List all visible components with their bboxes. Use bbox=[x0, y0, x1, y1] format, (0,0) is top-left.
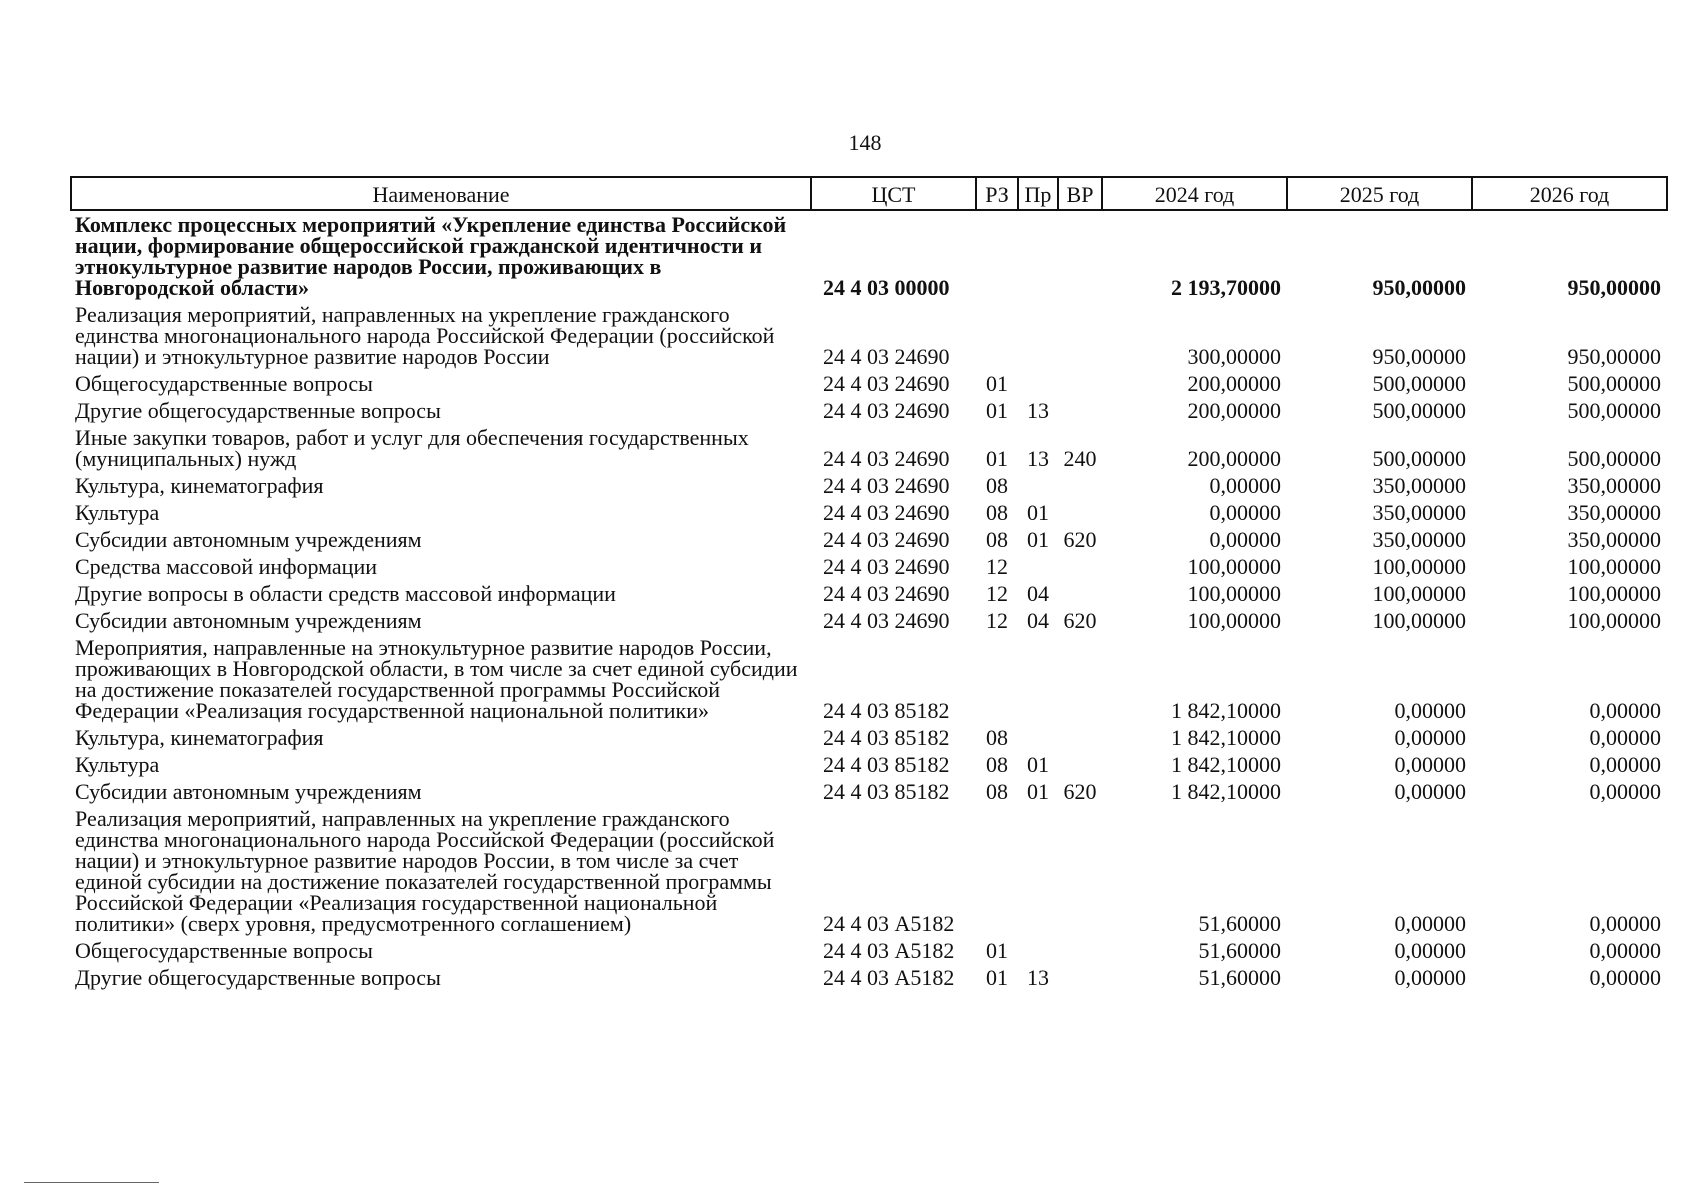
row-pr: 04 bbox=[1027, 608, 1049, 633]
row-rz bbox=[976, 805, 1018, 937]
row-value-2024: 300,00000 bbox=[1187, 344, 1281, 369]
header-2024: 2024 год bbox=[1102, 177, 1287, 210]
row-name: Реализация мероприятий, направленных на укрепление гражданского единства многонационального народа Российской Федерации (российской нации) и этнокультурное развитие народов России bbox=[75, 302, 775, 369]
row-cst: 24 4 03 А5182 bbox=[823, 938, 955, 963]
row-value-2024: 200,00000 bbox=[1187, 398, 1281, 423]
row-value-2024: 0,00000 bbox=[1209, 500, 1281, 525]
table-body bbox=[71, 210, 1667, 991]
row-cst: 24 4 03 24690 bbox=[823, 608, 950, 633]
row-name: Комплекс процессных мероприятий «Укрепление единства Российской нации, формирование общероссийской гражданской идентичности и этнокультурное развитие народов России, проживающих в Новгородской области» bbox=[75, 212, 787, 300]
row-rz: 08 bbox=[986, 779, 1008, 804]
row-name: Иные закупки товаров, работ и услуг для обеспечения государственных (муниципальных) нужд bbox=[75, 425, 749, 471]
table-row bbox=[71, 751, 1667, 778]
row-vr bbox=[1058, 499, 1102, 526]
row-cst: 24 4 03 24690 bbox=[823, 344, 950, 369]
row-value-2025: 0,00000 bbox=[1394, 911, 1466, 936]
row-value-2026: 0,00000 bbox=[1589, 938, 1661, 963]
row-pr bbox=[1018, 301, 1058, 370]
row-name: Культура bbox=[75, 752, 160, 777]
row-rz: 08 bbox=[986, 752, 1008, 777]
table-row bbox=[71, 553, 1667, 580]
row-value-2024: 1 842,10000 bbox=[1171, 779, 1281, 804]
row-name: Субсидии автономным учреждениям bbox=[75, 779, 422, 804]
row-rz bbox=[976, 634, 1018, 724]
row-value-2026: 0,00000 bbox=[1589, 725, 1661, 750]
header-rz: РЗ bbox=[976, 177, 1018, 210]
row-name: Реализация мероприятий, направленных на укрепление гражданского единства многонационального народа Российской Федерации (российской нации) и этнокультурное развитие народов России, в том числе за счет единой субсидии на достижение показателей государственной программы Российской Федерации «Реализация государственной национальной политики» (сверх уровня, предусмотренного соглашением) bbox=[75, 806, 775, 936]
table-row bbox=[71, 472, 1667, 499]
row-rz: 08 bbox=[986, 473, 1008, 498]
row-rz: 12 bbox=[986, 608, 1008, 633]
row-value-2025: 500,00000 bbox=[1372, 371, 1466, 396]
row-name: Средства массовой информации bbox=[75, 554, 377, 579]
row-value-2024: 100,00000 bbox=[1187, 554, 1281, 579]
row-rz: 01 bbox=[986, 938, 1008, 963]
table-row bbox=[71, 397, 1667, 424]
row-pr bbox=[1018, 370, 1058, 397]
row-rz: 12 bbox=[986, 581, 1008, 606]
row-value-2026: 0,00000 bbox=[1589, 752, 1661, 777]
row-value-2026: 350,00000 bbox=[1567, 527, 1661, 552]
row-value-2025: 0,00000 bbox=[1394, 938, 1466, 963]
row-value-2026: 100,00000 bbox=[1567, 554, 1661, 579]
row-cst: 24 4 03 85182 bbox=[823, 752, 950, 777]
table-row bbox=[71, 634, 1667, 724]
table-row bbox=[71, 370, 1667, 397]
table-row bbox=[71, 724, 1667, 751]
row-vr bbox=[1058, 580, 1102, 607]
row-value-2025: 100,00000 bbox=[1372, 608, 1466, 633]
row-vr bbox=[1058, 964, 1102, 991]
row-value-2026: 950,00000 bbox=[1567, 344, 1661, 369]
row-value-2024: 100,00000 bbox=[1187, 608, 1281, 633]
row-vr bbox=[1058, 210, 1102, 301]
row-rz: 01 bbox=[986, 965, 1008, 990]
row-cst: 24 4 03 24690 bbox=[823, 371, 950, 396]
row-cst: 24 4 03 24690 bbox=[823, 398, 950, 423]
header-pr: Пр bbox=[1018, 177, 1058, 210]
row-value-2026: 100,00000 bbox=[1567, 608, 1661, 633]
row-pr bbox=[1018, 210, 1058, 301]
row-vr bbox=[1058, 634, 1102, 724]
row-value-2024: 2 193,70000 bbox=[1171, 275, 1281, 300]
row-value-2026: 950,00000 bbox=[1567, 275, 1661, 300]
row-cst: 24 4 03 85182 bbox=[823, 779, 950, 804]
table-row bbox=[71, 778, 1667, 805]
row-cst: 24 4 03 24690 bbox=[823, 446, 950, 471]
row-pr bbox=[1018, 553, 1058, 580]
row-name: Культура, кинематография bbox=[75, 725, 324, 750]
row-value-2026: 0,00000 bbox=[1589, 779, 1661, 804]
row-rz bbox=[976, 210, 1018, 301]
row-vr bbox=[1058, 472, 1102, 499]
row-name: Субсидии автономным учреждениям bbox=[75, 527, 422, 552]
row-cst: 24 4 03 А5182 bbox=[823, 965, 955, 990]
row-value-2026: 500,00000 bbox=[1567, 371, 1661, 396]
row-value-2025: 0,00000 bbox=[1394, 779, 1466, 804]
row-name: Культура bbox=[75, 500, 160, 525]
row-value-2025: 100,00000 bbox=[1372, 554, 1466, 579]
table-row bbox=[71, 580, 1667, 607]
row-pr: 01 bbox=[1027, 500, 1049, 525]
row-pr bbox=[1018, 634, 1058, 724]
row-value-2024: 1 842,10000 bbox=[1171, 725, 1281, 750]
row-vr bbox=[1058, 553, 1102, 580]
row-vr bbox=[1058, 751, 1102, 778]
row-rz: 01 bbox=[986, 398, 1008, 423]
row-pr bbox=[1018, 724, 1058, 751]
row-value-2025: 950,00000 bbox=[1372, 275, 1466, 300]
table-row bbox=[71, 210, 1667, 301]
row-pr: 13 bbox=[1027, 965, 1049, 990]
footer-divider bbox=[24, 1182, 159, 1183]
row-pr: 01 bbox=[1027, 779, 1049, 804]
row-cst: 24 4 03 А5182 bbox=[823, 911, 955, 936]
row-value-2025: 350,00000 bbox=[1372, 527, 1466, 552]
row-value-2025: 0,00000 bbox=[1394, 752, 1466, 777]
row-rz: 01 bbox=[986, 446, 1008, 471]
row-name: Общегосударственные вопросы bbox=[75, 938, 373, 963]
row-rz: 12 bbox=[986, 554, 1008, 579]
row-vr: 620 bbox=[1063, 779, 1097, 804]
row-rz: 08 bbox=[986, 500, 1008, 525]
row-vr: 620 bbox=[1063, 527, 1097, 552]
row-value-2026: 100,00000 bbox=[1567, 581, 1661, 606]
row-vr: 240 bbox=[1063, 446, 1097, 471]
row-cst: 24 4 03 24690 bbox=[823, 554, 950, 579]
row-name: Другие вопросы в области средств массовой информации bbox=[75, 581, 616, 606]
row-name: Мероприятия, направленные на этнокультурное развитие народов России, проживающих в Новгородской области, в том числе за счет единой субсидии на достижение показателей государственной программы Российской Федерации «Реализация государственной национальной политики» bbox=[75, 635, 798, 723]
row-pr bbox=[1018, 805, 1058, 937]
row-rz bbox=[976, 301, 1018, 370]
row-pr: 01 bbox=[1027, 527, 1049, 552]
row-value-2024: 1 842,10000 bbox=[1171, 698, 1281, 723]
row-cst: 24 4 03 24690 bbox=[823, 581, 950, 606]
row-vr bbox=[1058, 397, 1102, 424]
row-cst: 24 4 03 85182 bbox=[823, 725, 950, 750]
row-value-2026: 0,00000 bbox=[1589, 965, 1661, 990]
row-pr bbox=[1018, 937, 1058, 964]
row-name: Общегосударственные вопросы bbox=[75, 371, 373, 396]
row-value-2026: 500,00000 bbox=[1567, 446, 1661, 471]
row-cst: 24 4 03 00000 bbox=[823, 275, 950, 300]
row-value-2024: 100,00000 bbox=[1187, 581, 1281, 606]
row-vr bbox=[1058, 724, 1102, 751]
table-header-row bbox=[71, 177, 1667, 210]
row-pr: 01 bbox=[1027, 752, 1049, 777]
row-vr: 620 bbox=[1063, 608, 1097, 633]
row-value-2025: 350,00000 bbox=[1372, 500, 1466, 525]
row-value-2025: 100,00000 bbox=[1372, 581, 1466, 606]
row-value-2025: 950,00000 bbox=[1372, 344, 1466, 369]
row-value-2025: 500,00000 bbox=[1372, 446, 1466, 471]
row-name: Другие общегосударственные вопросы bbox=[75, 965, 441, 990]
row-cst: 24 4 03 85182 bbox=[823, 698, 950, 723]
row-pr: 13 bbox=[1027, 446, 1049, 471]
row-vr bbox=[1058, 805, 1102, 937]
table-row bbox=[71, 964, 1667, 991]
row-value-2026: 350,00000 bbox=[1567, 473, 1661, 498]
row-value-2025: 350,00000 bbox=[1372, 473, 1466, 498]
row-value-2024: 200,00000 bbox=[1187, 371, 1281, 396]
row-value-2024: 51,60000 bbox=[1198, 938, 1281, 963]
row-rz: 08 bbox=[986, 725, 1008, 750]
budget-table bbox=[70, 176, 1668, 991]
row-rz: 08 bbox=[986, 527, 1008, 552]
table-row bbox=[71, 526, 1667, 553]
header-name: Наименование bbox=[71, 177, 811, 210]
row-vr bbox=[1058, 301, 1102, 370]
row-name: Культура, кинематография bbox=[75, 473, 324, 498]
table-row bbox=[71, 607, 1667, 634]
row-cst: 24 4 03 24690 bbox=[823, 473, 950, 498]
row-value-2024: 0,00000 bbox=[1209, 473, 1281, 498]
row-value-2024: 0,00000 bbox=[1209, 527, 1281, 552]
row-name: Другие общегосударственные вопросы bbox=[75, 398, 441, 423]
row-cst: 24 4 03 24690 bbox=[823, 500, 950, 525]
page-number: 148 bbox=[848, 130, 882, 155]
row-value-2026: 350,00000 bbox=[1567, 500, 1661, 525]
row-vr bbox=[1058, 370, 1102, 397]
row-value-2024: 200,00000 bbox=[1187, 446, 1281, 471]
row-value-2024: 51,60000 bbox=[1198, 965, 1281, 990]
header-2025: 2025 год bbox=[1287, 177, 1472, 210]
row-value-2025: 0,00000 bbox=[1394, 965, 1466, 990]
row-pr bbox=[1018, 472, 1058, 499]
table-row bbox=[71, 805, 1667, 937]
table-row bbox=[71, 499, 1667, 526]
row-cst: 24 4 03 24690 bbox=[823, 527, 950, 552]
header-vr: ВР bbox=[1058, 177, 1102, 210]
table-row bbox=[71, 424, 1667, 472]
header-cst: ЦСТ bbox=[811, 177, 976, 210]
row-value-2025: 500,00000 bbox=[1372, 398, 1466, 423]
row-value-2026: 0,00000 bbox=[1589, 911, 1661, 936]
row-value-2024: 51,60000 bbox=[1198, 911, 1281, 936]
row-pr: 13 bbox=[1027, 398, 1049, 423]
row-value-2025: 0,00000 bbox=[1394, 725, 1466, 750]
row-value-2025: 0,00000 bbox=[1394, 698, 1466, 723]
row-vr bbox=[1058, 937, 1102, 964]
table-row bbox=[71, 301, 1667, 370]
table-row bbox=[71, 937, 1667, 964]
header-2026: 2026 год bbox=[1472, 177, 1667, 210]
row-value-2024: 1 842,10000 bbox=[1171, 752, 1281, 777]
row-value-2026: 500,00000 bbox=[1567, 398, 1661, 423]
row-rz: 01 bbox=[986, 371, 1008, 396]
row-value-2026: 0,00000 bbox=[1589, 698, 1661, 723]
row-pr: 04 bbox=[1027, 581, 1049, 606]
row-name: Субсидии автономным учреждениям bbox=[75, 608, 422, 633]
